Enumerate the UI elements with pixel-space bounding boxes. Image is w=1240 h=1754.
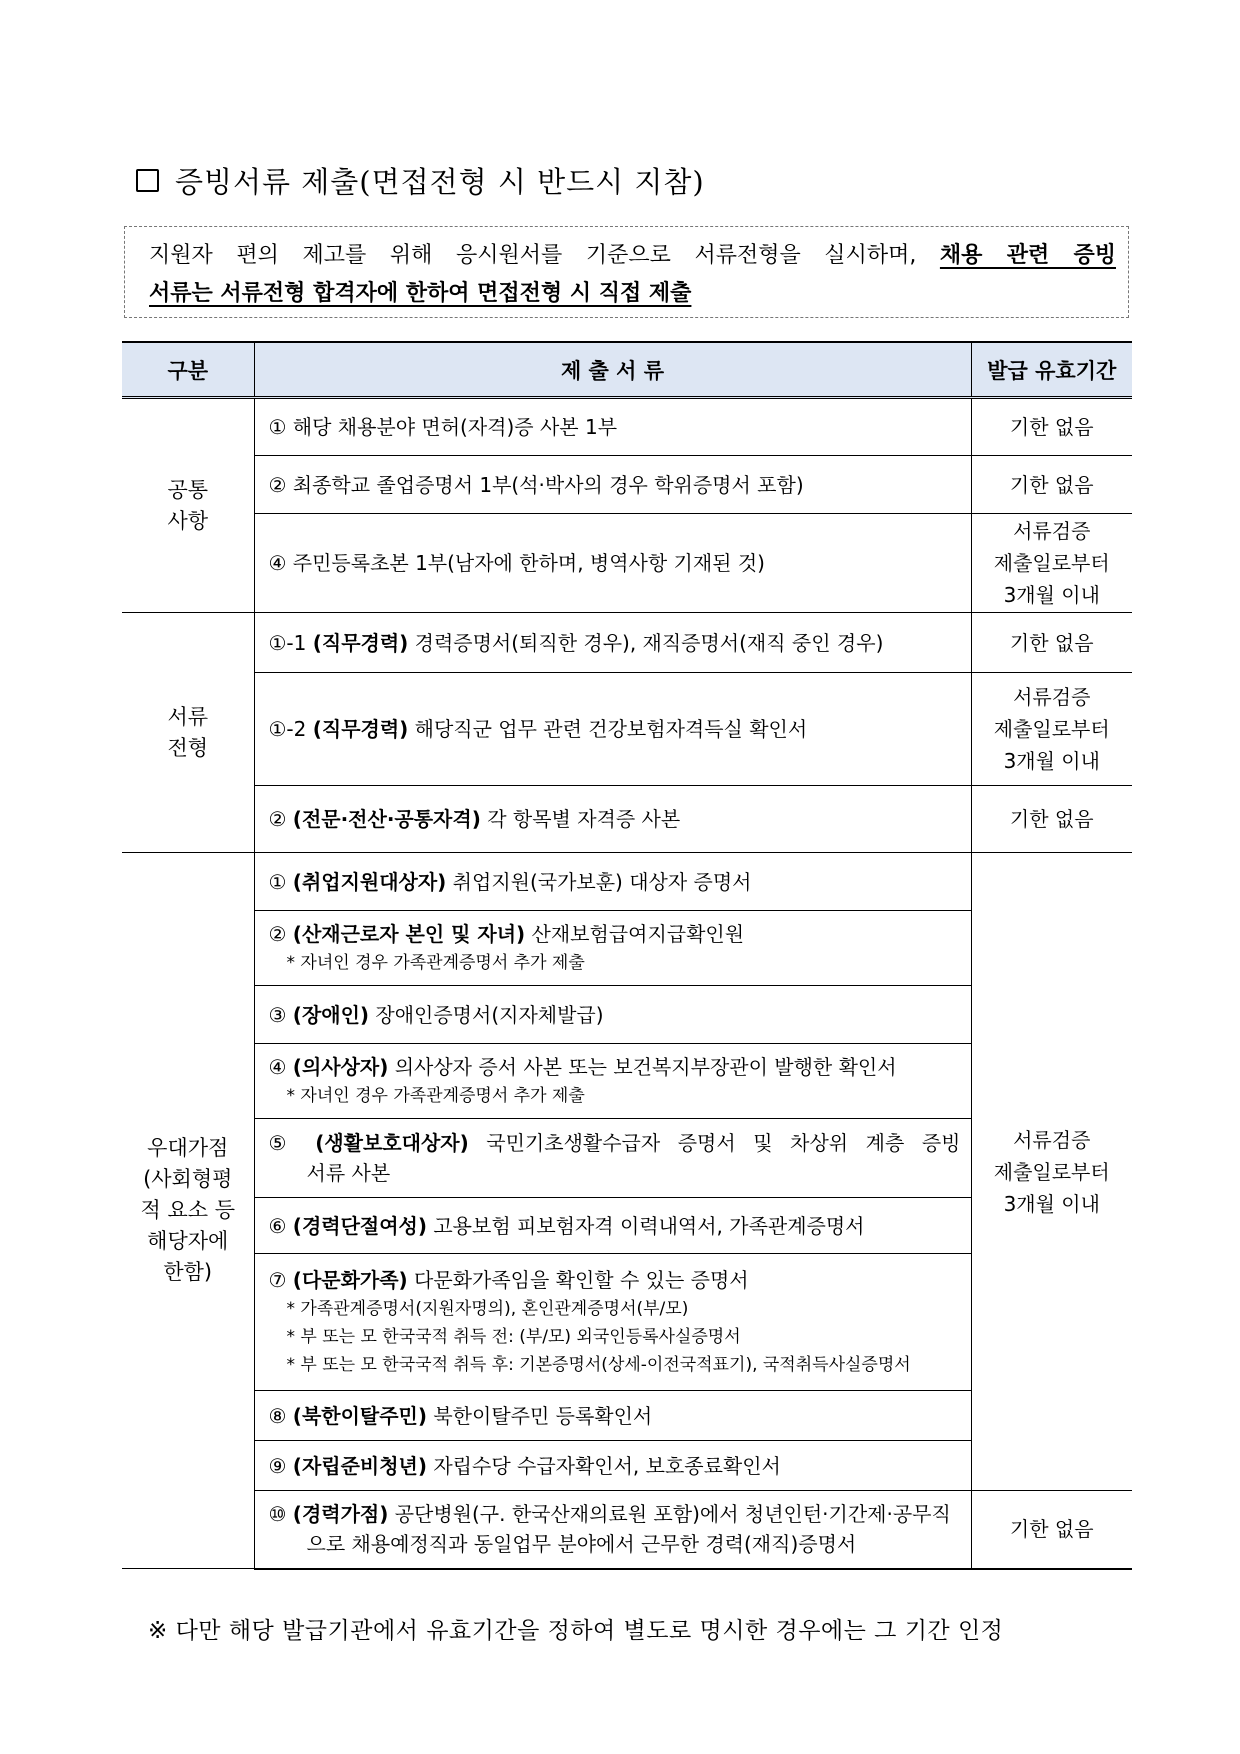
- category-line: 공통: [167, 477, 209, 502]
- validity-cell: 기한 없음: [971, 398, 1132, 456]
- validity-line: 제출일로부터: [993, 551, 1110, 575]
- item-text: 자립수당 수급자확인서, 보호종료확인서: [427, 1453, 781, 1478]
- table-header-row: [122, 342, 1132, 398]
- document-cell: [254, 1119, 971, 1198]
- header-validity: 발급 유효기간: [971, 342, 1132, 398]
- validity-line: 서류검증: [1013, 685, 1091, 709]
- document-cell: ① 해당 채용분야 면허(자격)증 사본 1부: [254, 398, 971, 456]
- category-preference: [122, 853, 254, 1569]
- item-number: ①-1: [268, 630, 313, 655]
- validity-line: 제출일로부터: [993, 717, 1110, 741]
- item-note: * 자녀인 경우 가족관계증명서 추가 제출: [286, 953, 585, 973]
- item-number: ②: [268, 922, 293, 946]
- item-continuation: 으로 채용예정직과 동일업무 분야에서 근무한 경력(재직)증명서: [306, 1532, 857, 1557]
- document-cell: [254, 1491, 971, 1569]
- document-cell: [254, 911, 971, 986]
- validity-cell-shared: [971, 853, 1132, 1491]
- item-note: * 자녀인 경우 가족관계증명서 추가 제출: [286, 1086, 585, 1106]
- table-row: [122, 786, 1132, 853]
- section-heading: [136, 160, 705, 201]
- item-category: (취업지원대상자): [292, 869, 447, 894]
- item-category: (북한이탈주민): [292, 1403, 427, 1428]
- item-text: 북한이탈주민 등록확인서: [427, 1403, 653, 1428]
- validity-cell: [971, 673, 1132, 786]
- checkbox-square-icon: [136, 169, 159, 192]
- item-text: 고용보험 피보험자격 이력내역서, 가족관계증명서: [427, 1213, 865, 1238]
- validity-cell: 기한 없음: [971, 456, 1132, 514]
- table-row: [122, 853, 1132, 911]
- document-cell: ② 최종학교 졸업증명서 1부(석·박사의 경우 학위증명서 포함): [254, 456, 971, 514]
- item-category: (경력가점): [292, 1502, 389, 1527]
- item-text: 국민기초생활수급자 증명서 및 차상위 계층 증빙: [468, 1131, 961, 1155]
- item-note: * 부 또는 모 한국국적 취득 후: 기본증명서(상세-이전국적표기), 국적취득사실증명서: [286, 1355, 911, 1375]
- item-text: 다문화가족임을 확인할 수 있는 증명서: [407, 1268, 749, 1292]
- item-number: ⑨: [268, 1453, 293, 1478]
- validity-line: 서류검증: [1013, 519, 1091, 543]
- validity-line: 제출일로부터: [993, 1159, 1110, 1184]
- document-cell: [254, 986, 971, 1044]
- table-row: [122, 1491, 1132, 1569]
- category-line: 서류: [167, 704, 209, 729]
- category-line: 우대가점: [147, 1136, 229, 1160]
- document-cell: [254, 1254, 971, 1391]
- notice-text: 지원자 편의 제고를 위해 응시원서를 기준으로 서류전형을 실시하며,: [149, 243, 940, 268]
- document-cell: [254, 1441, 971, 1491]
- item-category: (장애인): [292, 1002, 370, 1027]
- item-line: [269, 1128, 961, 1158]
- item-number: ⑦: [268, 1268, 293, 1292]
- item-continuation: 서류 사본: [306, 1161, 391, 1185]
- item-text: 취업지원(국가보훈) 대상자 증명서: [446, 869, 752, 894]
- category-line: (사회형평: [143, 1167, 233, 1191]
- item-text: 경력증명서(퇴직한 경우), 재직증명서(재직 중인 경우): [408, 630, 884, 655]
- item-category: (직무경력): [312, 630, 409, 655]
- category-line: 적 요소 등: [140, 1198, 235, 1222]
- item-note: * 가족관계증명서(지원자명의), 혼인관계증명서(부/모): [286, 1299, 689, 1319]
- header-category: 구분: [122, 342, 254, 398]
- footnote: ※ 다만 해당 발급기관에서 유효기간을 정하여 별도로 명시한 경우에는 그 기간 인정: [148, 1618, 1004, 1644]
- document-cell: [254, 673, 971, 786]
- item-category: (생활보호대상자): [315, 1131, 469, 1155]
- document-cell: ④ 주민등록초본 1부(남자에 한하며, 병역사항 기재된 것): [254, 514, 971, 613]
- item-text: 공단병원(구. 한국산재의료원 포함)에서 청년인턴·기간제·공무직: [388, 1502, 951, 1527]
- table-row: [122, 456, 1132, 514]
- item-text: 각 항목별 자격증 사본: [480, 807, 681, 831]
- validity-cell: [971, 514, 1132, 613]
- item-line: [269, 1265, 961, 1295]
- validity-cell: 기한 없음: [971, 1491, 1132, 1569]
- document-cell: [254, 786, 971, 853]
- validity-line: 3개월 이내: [1003, 583, 1100, 607]
- section-heading-text: 증빙서류 제출(면접전형 시 반드시 지참): [175, 165, 705, 199]
- item-number: ②: [268, 807, 293, 831]
- item-number: ⑩: [268, 1502, 293, 1527]
- item-category: (자립준비청년): [292, 1453, 427, 1478]
- notice-line-1: [149, 237, 1116, 275]
- table-row: [122, 673, 1132, 786]
- notice-emphasis: 채용 관련 증빙: [939, 243, 1116, 268]
- document-cell: [254, 1198, 971, 1254]
- item-text: 해당직군 업무 관련 건강보험자격득실 확인서: [408, 717, 808, 741]
- item-text: 의사상자 증서 사본 또는 보건복지부장관이 발행한 확인서: [388, 1055, 897, 1079]
- item-category: (전문·전산·공통자격): [292, 807, 481, 831]
- item-category: (직무경력): [312, 717, 409, 741]
- item-line: [269, 919, 961, 949]
- item-category: (산재근로자 본인 및 자녀): [292, 922, 526, 946]
- item-number: ⑥: [268, 1213, 293, 1238]
- document-cell: [254, 1044, 971, 1119]
- validity-cell: 기한 없음: [971, 613, 1132, 673]
- item-number: ①-2: [268, 717, 313, 741]
- notice-box: [124, 226, 1129, 318]
- item-line: [269, 1052, 961, 1082]
- item-text: 산재보험급여지급확인원: [525, 922, 745, 946]
- category-line: 해당자에: [147, 1229, 229, 1253]
- document-cell: [254, 853, 971, 911]
- item-number: ⑤: [268, 1131, 316, 1155]
- validity-line: 3개월 이내: [1003, 1191, 1100, 1216]
- document-cell: [254, 1391, 971, 1441]
- table-row: [122, 398, 1132, 456]
- document-cell: [254, 613, 971, 673]
- validity-cell: 기한 없음: [971, 786, 1132, 853]
- item-number: ④: [268, 1055, 293, 1079]
- item-number: ③: [268, 1002, 293, 1027]
- table-row: [122, 514, 1132, 613]
- item-number: ⑧: [268, 1403, 293, 1428]
- documents-table: [122, 341, 1132, 1570]
- item-category: (의사상자): [292, 1055, 389, 1079]
- header-documents: 제 출 서 류: [254, 342, 971, 398]
- category-common: [122, 398, 254, 613]
- item-note: * 부 또는 모 한국국적 취득 전: (부/모) 외국인등록사실증명서: [286, 1327, 741, 1347]
- item-line: [269, 1499, 961, 1529]
- item-number: ①: [268, 869, 293, 894]
- notice-line-2: [149, 275, 1116, 313]
- table-row: [122, 613, 1132, 673]
- category-line: 전형: [167, 735, 209, 760]
- validity-line: 서류검증: [1013, 1127, 1091, 1152]
- item-category: (다문화가족): [292, 1268, 408, 1292]
- category-screening: [122, 613, 254, 853]
- category-line: 한함): [163, 1260, 213, 1284]
- validity-line: 3개월 이내: [1003, 749, 1100, 773]
- notice-emphasis: 서류는 서류전형 합격자에 한하여 면접전형 시 직접 제출: [149, 281, 692, 306]
- item-text: 장애인증명서(지자체발급): [369, 1002, 604, 1027]
- item-category: (경력단절여성): [292, 1213, 427, 1238]
- category-line: 사항: [167, 508, 209, 533]
